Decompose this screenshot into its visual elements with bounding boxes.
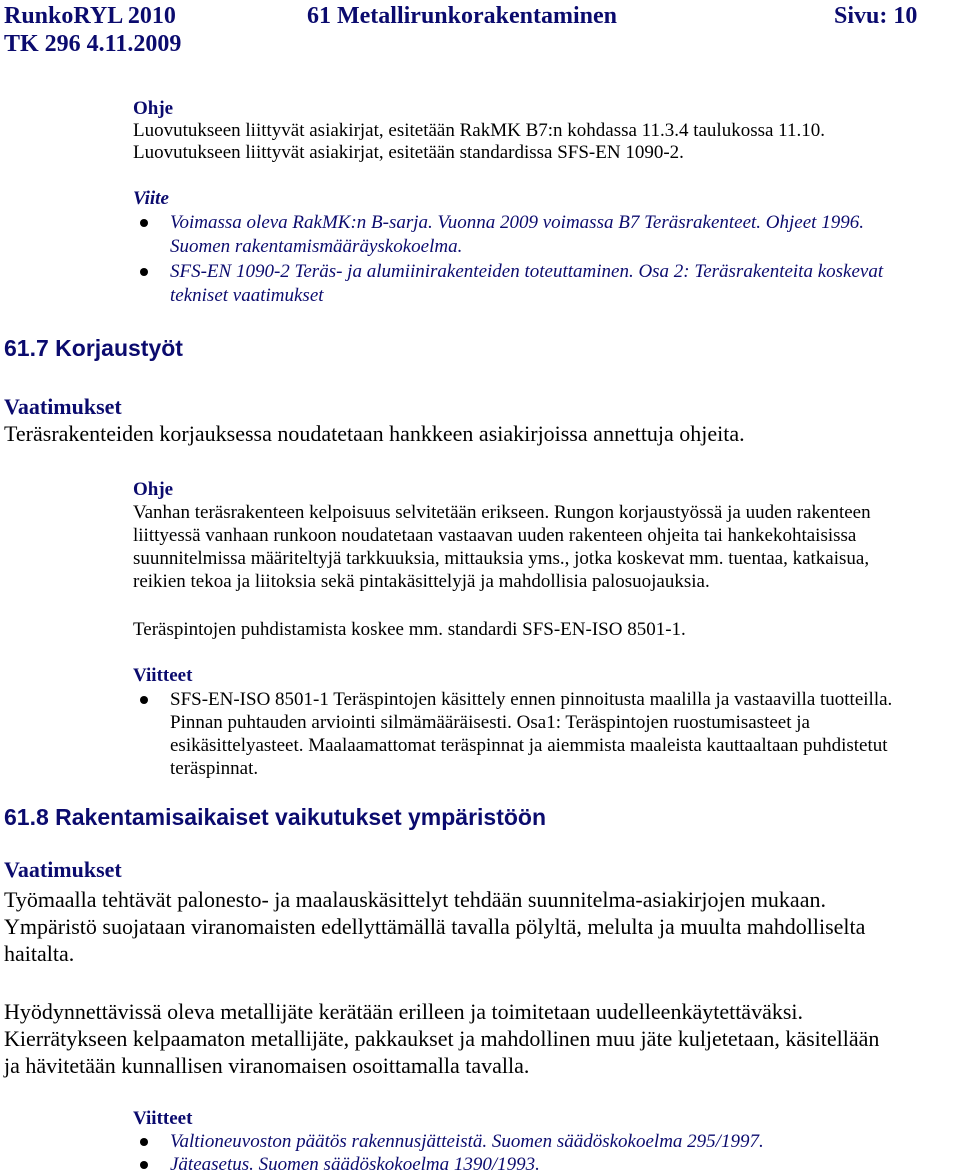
section-number: 61.8 xyxy=(4,804,49,830)
guide-line: reikien tekoa ja liitoksia sekä pintakäsittelyjä ja mahdollisia palosuojauksia. xyxy=(133,571,710,592)
requirements-line: Ympäristö suojataan viranomaisten edellyttämällä tavalla pölyltä, melulta ja muulta mahdolliselta xyxy=(4,914,866,939)
waste-line: Kierrätykseen kelpaamaton metallijäte, pakkaukset ja mahdollinen muu jäte kuljetetaan, käsitellään xyxy=(4,1026,880,1051)
bullet-icon xyxy=(140,696,148,704)
chapter-title: 61 Metallirunkorakentaminen xyxy=(307,3,617,29)
section-title: Korjaustyöt xyxy=(55,335,183,361)
requirements-label: Vaatimukset xyxy=(4,394,122,419)
references-label: Viitteet xyxy=(133,1108,193,1129)
reference-label: Viite xyxy=(133,188,169,209)
section-number: 61.7 xyxy=(4,335,49,361)
requirements-text: Teräsrakenteiden korjauksessa noudatetaan hankkeen asiakirjoissa annettuja ohjeita. xyxy=(4,421,745,446)
reference-line: esikäsittelyasteet. Maalaamattomat teräspinnat ja aiemmista maaleista kauttaaltaan puhdistetut xyxy=(170,735,888,756)
reference-item-continued: Suomen rakentamismääräyskokoelma. xyxy=(170,236,463,257)
references-label: Viitteet xyxy=(133,665,193,686)
requirements-label: Vaatimukset xyxy=(4,857,122,882)
bullet-icon xyxy=(140,268,148,276)
guide-line: suunnitelmissa määriteltyjä tarkkuuksia, mittauksia yms., jotka koskevat mm. tuentaa, katkaisua, xyxy=(133,548,870,569)
bullet-icon xyxy=(140,1138,148,1146)
section-title: Rakentamisaikaiset vaikutukset ympäristöön xyxy=(55,804,547,830)
document-title: RunkoRYL 2010 xyxy=(4,3,176,29)
page-number: Sivu: 10 xyxy=(834,3,918,29)
reference-line: Pinnan puhtauden arviointi silmämääräisesti. Osa1: Teräspintojen ruostumisasteet ja xyxy=(170,712,810,733)
reference-item: Valtioneuvoston päätös rakennusjätteistä. Suomen säädöskokoelma 295/1997. xyxy=(170,1131,764,1152)
reference-item: Voimassa oleva RakMK:n B-sarja. Vuonna 2009 voimassa B7 Teräsrakenteet. Ohjeet 1996. xyxy=(170,212,864,233)
reference-item-continued: tekniset vaatimukset xyxy=(170,285,324,306)
guide-label: Ohje xyxy=(133,98,174,119)
waste-line: ja hävitetään kunnallisen viranomaisen osoittamalla tavalla. xyxy=(4,1053,530,1078)
requirements-line: Työmaalla tehtävät palonesto- ja maalauskäsittelyt tehdään suunnitelma-asiakirjojen mukaan. xyxy=(4,887,826,912)
section-heading xyxy=(4,803,546,831)
section-heading xyxy=(4,334,183,362)
document-version: TK 296 4.11.2009 xyxy=(4,31,182,57)
cleaning-text: Teräspintojen puhdistamista koskee mm. standardi SFS-EN-ISO 8501-1. xyxy=(133,619,686,640)
guide-line: Luovutukseen liittyvät asiakirjat, esitetään RakMK B7:n kohdassa 11.3.4 taulukossa 11.10. xyxy=(133,120,825,141)
bullet-icon xyxy=(140,1161,148,1169)
reference-line: SFS-EN-ISO 8501-1 Teräspintojen käsittely ennen pinnoitusta maalilla ja vastaavilla tuotteilla. xyxy=(170,689,893,710)
reference-item: SFS-EN 1090-2 Teräs- ja alumiinirakenteiden toteuttaminen. Osa 2: Teräsrakenteita koskevat xyxy=(170,261,884,282)
guide-label: Ohje xyxy=(133,479,174,500)
reference-item: Jäteasetus. Suomen säädöskokoelma 1390/1993. xyxy=(170,1154,540,1175)
page-header xyxy=(0,0,960,60)
waste-line: Hyödynnettävissä oleva metallijäte kerätään erilleen ja toimitetaan uudelleenkäytettäväksi. xyxy=(4,999,804,1024)
guide-line: liittyessä vanhaan runkoon noudatetaan vastaavan uuden rakenteen ohjeita tai hankekohtaisissa xyxy=(133,525,857,546)
requirements-line: haitalta. xyxy=(4,941,75,966)
reference-line: teräspinnat. xyxy=(170,758,259,779)
guide-line: Vanhan teräsrakenteen kelpoisuus selvitetään erikseen. Rungon korjaustyössä ja uuden rakenteen xyxy=(133,502,871,523)
bullet-icon xyxy=(140,219,148,227)
guide-line: Luovutukseen liittyvät asiakirjat, esitetään standardissa SFS-EN 1090-2. xyxy=(133,142,684,163)
